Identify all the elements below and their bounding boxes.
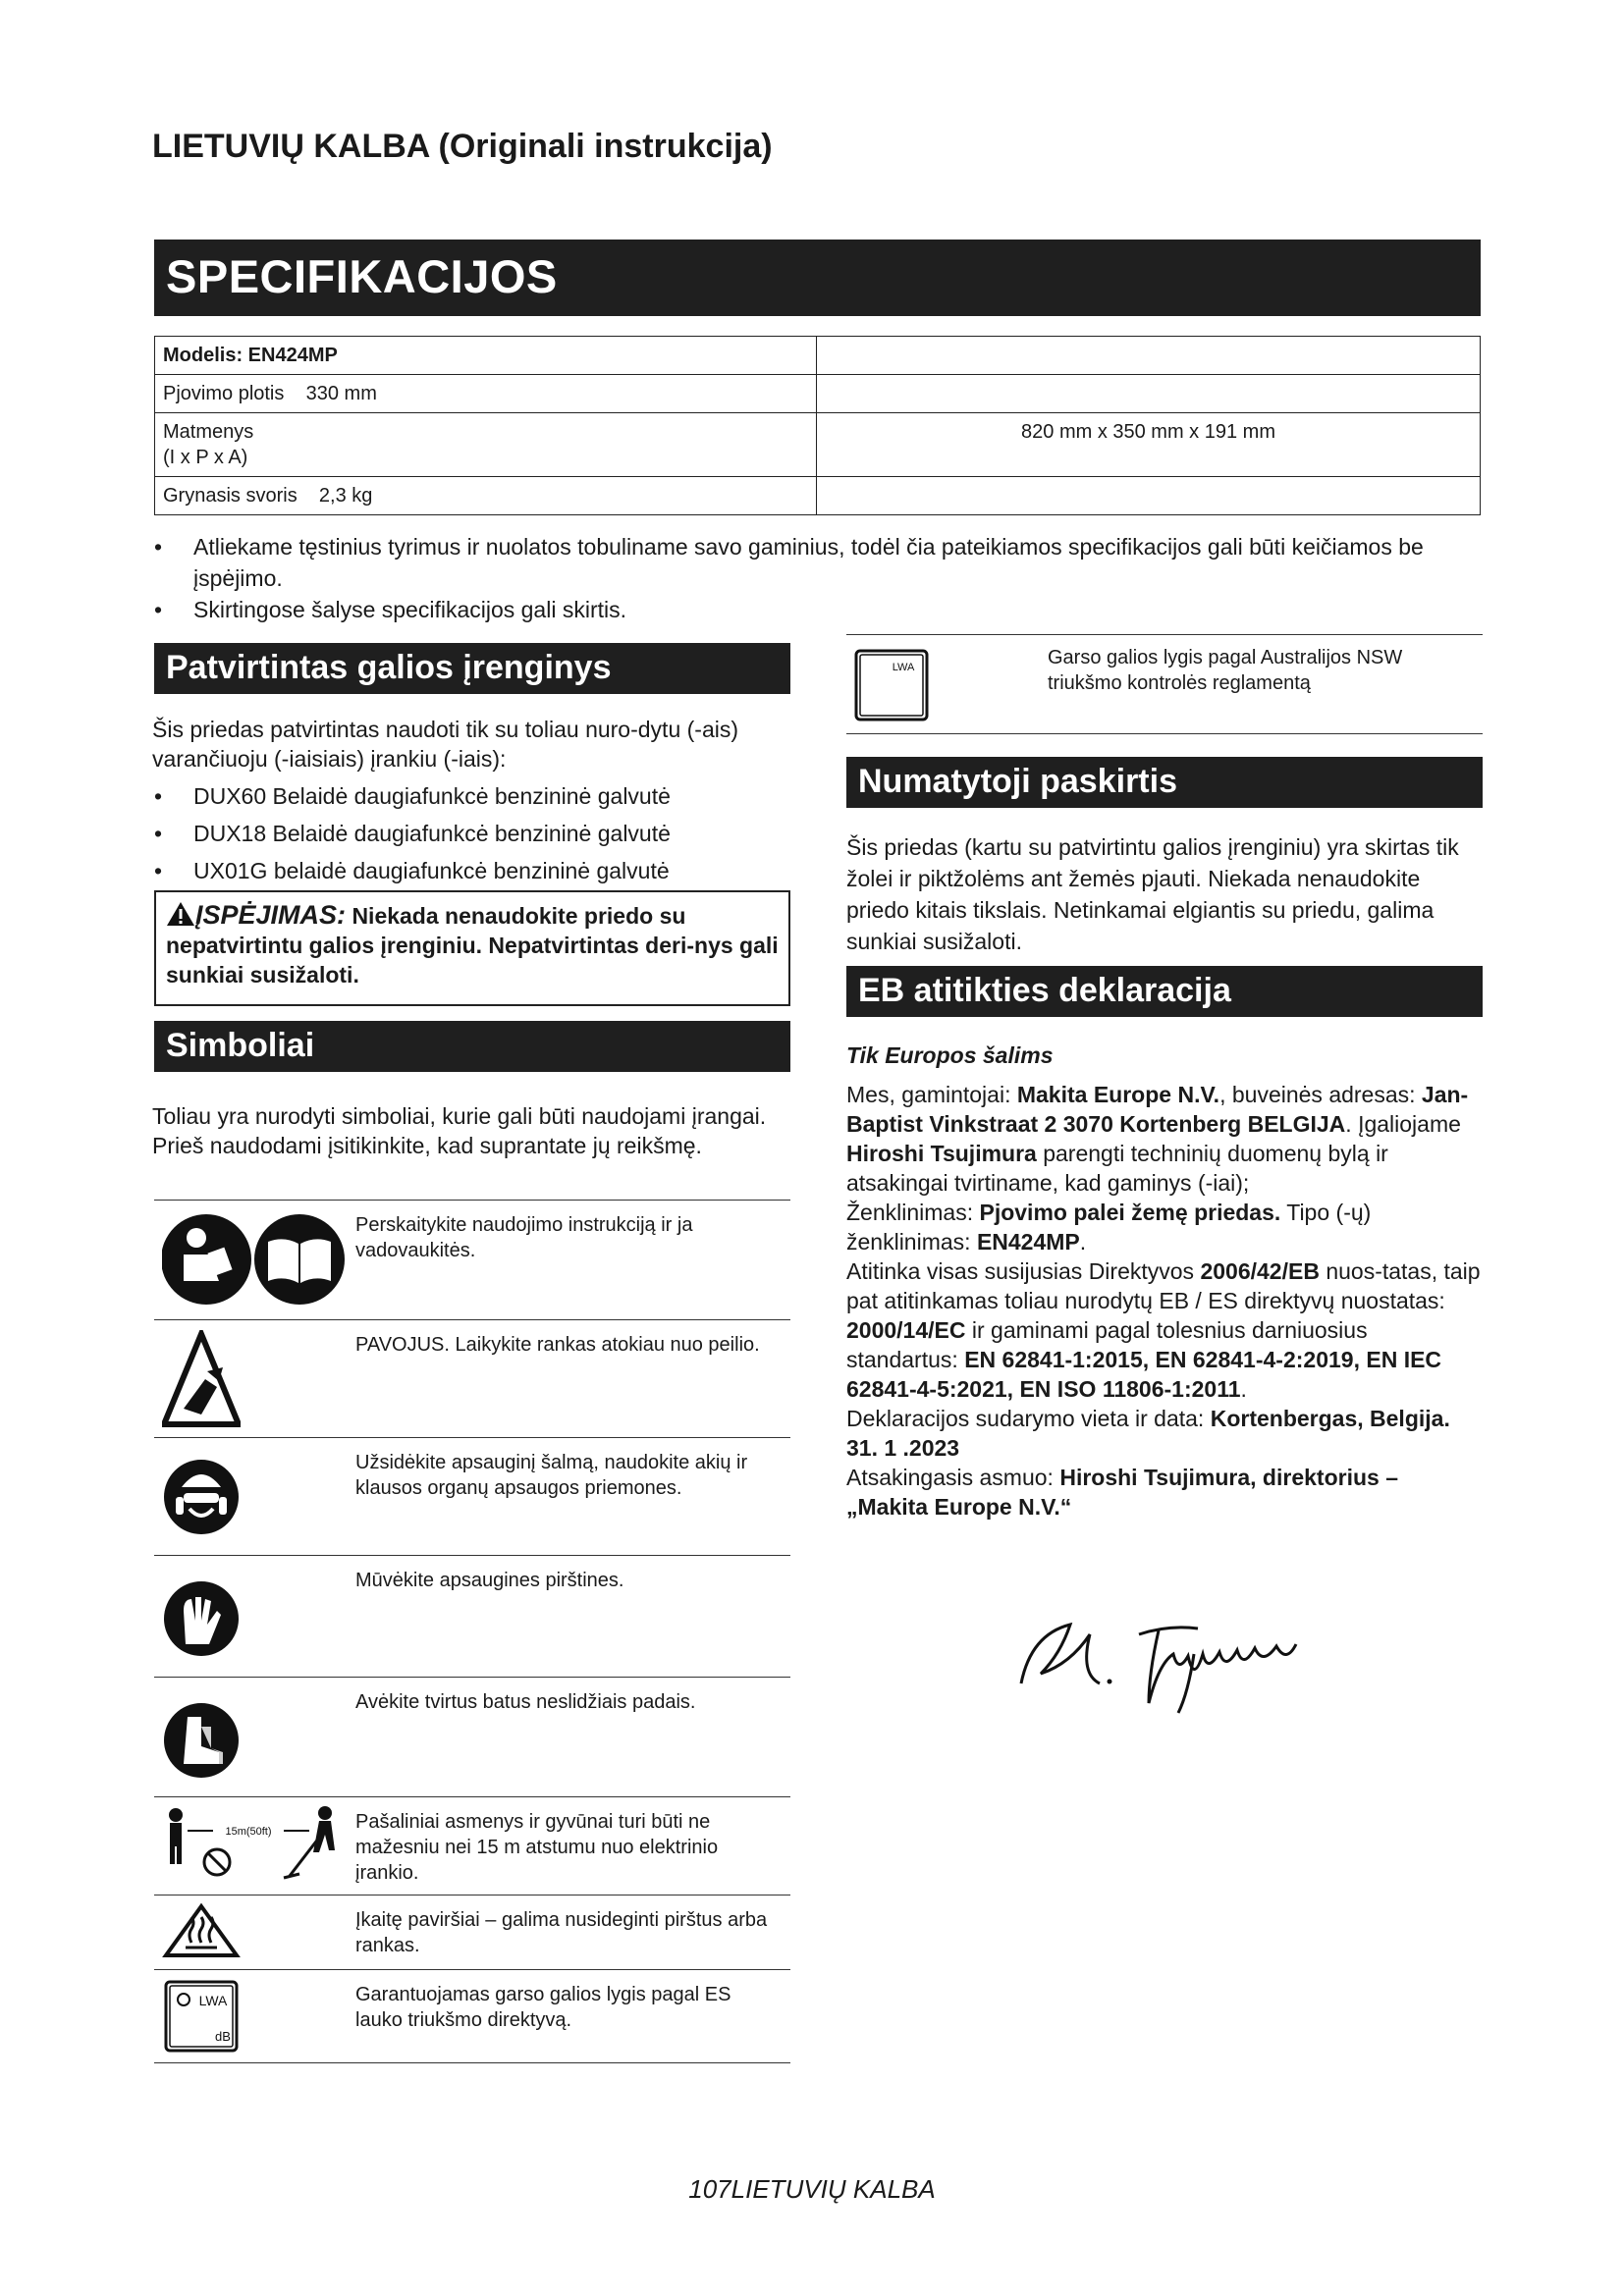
read-manual-icon <box>162 1210 349 1313</box>
spec-label: Modelis: EN424MP <box>155 337 817 375</box>
symbols-intro: Toliau yra nurodyti simboliai, kurie gali būti naudojami įrangai. Prieš naudodami įsitikinkite, kad suprantate jų reikšmę. <box>152 1103 767 1158</box>
table-row <box>155 477 1481 515</box>
sound-power-nsw-icon <box>852 649 931 728</box>
list-item <box>154 1895 790 1969</box>
list-item: • DUX18 Belaidė daugiafunkcė benzininė galvutė <box>154 821 671 846</box>
spec-label: Pjovimo plotis 330 mm <box>155 375 817 413</box>
spec-value <box>817 337 1481 375</box>
warning-text: Niekada nenaudokite priedo su nepatvirtintu galios įrenginiu. Nepatvirtintas deri-nys gali sunkiai susižaloti. <box>166 903 779 988</box>
spec-notes <box>152 531 1488 625</box>
symbol-text: Užsidėkite apsauginį šalmą, naudokite akių ir klausos organų apsaugos priemones. <box>355 1452 748 1499</box>
hot-surface-icon <box>162 1903 241 1963</box>
head-protection-icon <box>162 1448 241 1551</box>
list-item <box>154 1796 790 1895</box>
warning-label: ĮSPĖJIMAS: <box>195 900 347 930</box>
gloves-icon <box>162 1566 241 1673</box>
declaration-paragraph: Mes, gamintojai: Makita Europe N.V., buveinės adresas: Jan-Baptist Vinkstraat 2 3070 Kortenberg BELGIJA. Įgaliojame Hiroshi Tsujimura parengti techninių duomenų bylą ir atsakingai tvirtiname, kad gaminys (-iai); <box>846 1082 1469 1196</box>
spec-table <box>154 336 1481 515</box>
spec-section-title: SPECIFIKACIJOS <box>154 240 1481 316</box>
sound-power-label: LWA <box>198 1993 228 2008</box>
symbols-list <box>154 1200 790 2063</box>
boots-icon <box>162 1687 241 1794</box>
list-item <box>154 1969 790 2063</box>
distance-label: 15m(50ft) <box>225 1826 272 1838</box>
list-item-text: DUX60 Belaidė daugiafunkcė benzininė galvutė <box>193 783 671 809</box>
declaration-paragraph: Ženklinimas: Pjovimo palei žemę priedas. Tipo (-ų) ženklinimas: EN424MP. <box>846 1200 1372 1255</box>
declaration-body <box>846 1080 1483 1522</box>
nsw-symbol-row <box>846 634 1483 734</box>
list-item: • UX01G belaidė daugiafunkcė benzininė galvutė <box>154 858 670 883</box>
list-item <box>154 1437 790 1555</box>
symbol-text: Pašaliniai asmenys ir gyvūnai turi būti ne mažesniu nei 15 m atstumu nuo elektrinio įrankio. <box>355 1811 719 1884</box>
list-item: • Skirtingose šalyse specifikacijos gali skirtis. <box>152 594 1488 625</box>
list-item <box>154 1677 790 1796</box>
sound-power-unit: dB <box>215 2029 231 2044</box>
intended-use-section-title: Numatytoji paskirtis <box>846 757 1483 808</box>
spec-label-line1: Matmenys <box>163 421 254 443</box>
approved-intro: Šis priedas patvirtintas naudoti tik su toliau nuro-dytu (-ais) varančiuoju (-iaisiais) įrankiu (-iais): <box>152 717 739 772</box>
approved-list <box>152 777 790 889</box>
distance-icon <box>162 1801 349 1891</box>
spec-value: 820 mm x 350 mm x 191 mm <box>817 413 1481 477</box>
symbol-text: Avėkite tvirtus batus neslidžiais padais. <box>355 1691 696 1713</box>
list-item <box>154 1555 790 1677</box>
spec-value <box>817 375 1481 413</box>
symbol-text: Įkaitę paviršiai – galima nusideginti pirštus arba rankas. <box>355 1909 768 1956</box>
list-item <box>154 1200 790 1319</box>
language-title: LIETUVIŲ KALBA (Originali instrukcija) <box>152 128 773 165</box>
list-item-text: DUX18 Belaidė daugiafunkcė benzininė galvutė <box>193 821 671 846</box>
symbol-text: Perskaitykite naudojimo instrukciją ir ja vadovaukitės. <box>355 1214 693 1261</box>
blade-danger-icon <box>162 1330 241 1433</box>
warning-triangle-icon <box>166 901 195 927</box>
intended-use-text: Šis priedas (kartu su patvirtintu galios įrenginiu) yra skirtas tik žolei ir piktžolėms ant žemės pjauti. Niekada nenaudokite priedo kitais tikslais. Netinkamai elgiantis su priedu, galima sunkiai susižaloti. <box>846 834 1459 954</box>
symbol-text: Garantuojamas garso galios lygis pagal ES lauko triukšmo direktyvą. <box>355 1984 731 2031</box>
sound-power-eu-icon <box>162 1980 241 2059</box>
table-row <box>155 413 1481 477</box>
approved-section-title: Patvirtintas galios įrenginys <box>154 643 790 694</box>
declaration-paragraph: Atitinka visas susijusias Direktyvos 2006/42/EB nuos-tatas, taip pat atitinkamas toliau nurodytų EB / ES direktyvų nuostatas: 2000/14/EC ir gaminami pagal tolesnius darniuosius standartus: EN 62841-1:2015, EN 62841-4-2:2019, EN IEC 62841-4-5:2021, EN ISO 11806-1:2011. <box>846 1258 1481 1402</box>
warning-box <box>154 890 790 1006</box>
spec-label: Grynasis svoris 2,3 kg <box>155 477 817 515</box>
table-row <box>155 375 1481 413</box>
declaration-subtitle: Tik Europos šalims <box>846 1042 1054 1068</box>
page-number: 107 <box>688 2174 731 2204</box>
list-item: • Atliekame tęstinius tyrimus ir nuolatos tobuliname savo gaminius, todėl čia pateikiamos specifikacijos gali būti keičiamos be įspėjimo. <box>152 531 1488 594</box>
declaration-paragraph: Deklaracijos sudarymo vieta ir data: Kortenbergas, Belgija. 31. 1 .2023 <box>846 1406 1450 1461</box>
list-item-text: UX01G belaidė daugiafunkcė benzininė galvutė <box>193 858 670 883</box>
page-footer <box>0 2174 1624 2205</box>
nsw-text: Garso galios lygis pagal Australijos NSW triukšmo kontrolės reglamentą <box>1048 647 1403 694</box>
spec-label <box>155 413 817 477</box>
spec-value <box>817 477 1481 515</box>
declaration-paragraph: Atsakingasis asmuo: Hiroshi Tsujimura, direktorius – „Makita Europe N.V.“ <box>846 1465 1398 1520</box>
table-row <box>155 337 1481 375</box>
list-item <box>154 1319 790 1437</box>
symbol-text: PAVOJUS. Laikykite rankas atokiau nuo peilio. <box>355 1334 760 1356</box>
footer-language: LIETUVIŲ KALBA <box>731 2174 936 2204</box>
declaration-section-title: EB atitikties deklaracija <box>846 966 1483 1017</box>
spec-label-line2: (I x P x A) <box>163 447 248 468</box>
list-item: • DUX60 Belaidė daugiafunkcė benzininė galvutė <box>154 783 671 809</box>
signature <box>1001 1595 1326 1728</box>
symbol-text: Mūvėkite apsaugines pirštines. <box>355 1570 624 1591</box>
symbols-section-title: Simboliai <box>154 1021 790 1072</box>
nsw-label: LWA <box>892 662 915 673</box>
